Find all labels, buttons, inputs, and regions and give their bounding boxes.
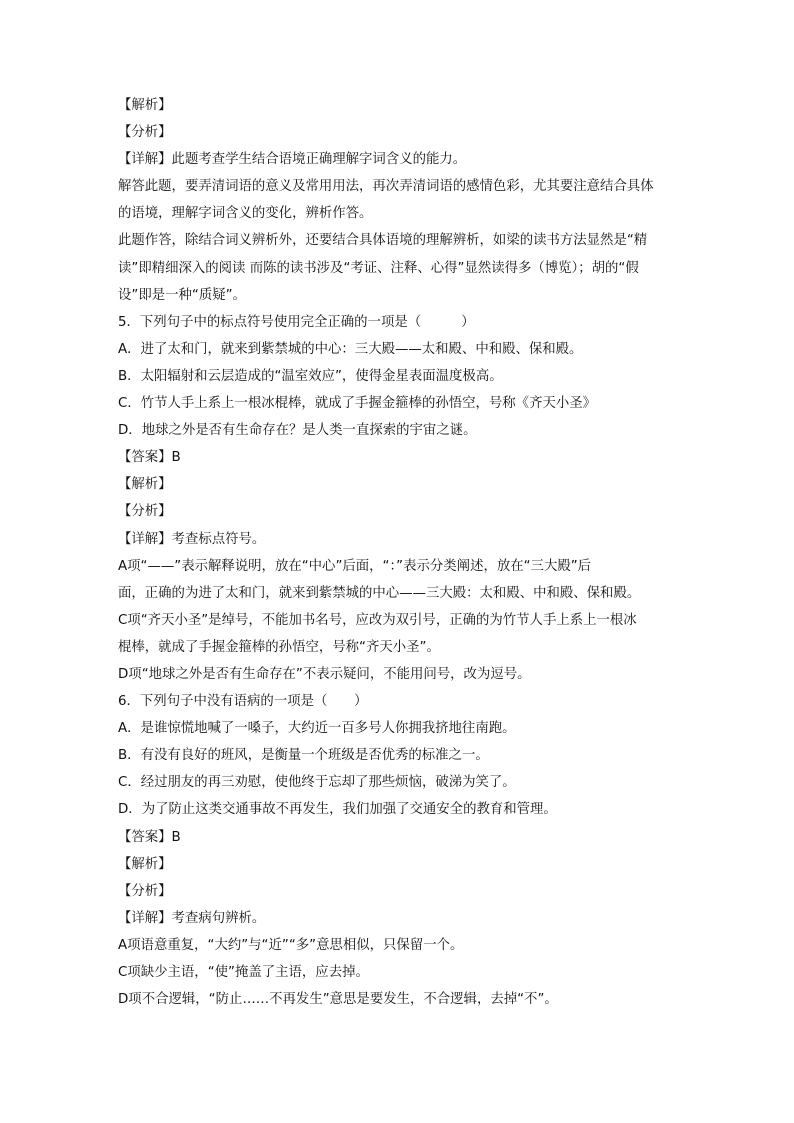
text-line: D．为了防止这类交通事故不再发生，我们加强了交通安全的教育和管理。 — [118, 802, 557, 818]
text-line: A项“——”表示解释说明，放在“中心”后面，“：”表示分类阐述，放在“三大殿”后 — [118, 558, 592, 574]
text-line: 读”即精细深入的阅读 而陈的读书涉及“考证、注释、心得”显然读得多（博览）；胡的“假 — [118, 260, 639, 276]
text-line: D项“地球之外是否有生命存在”不表示疑问，不能用问号，改为逗号。 — [118, 666, 531, 682]
text-line: 解答此题，要弄清词语的意义及常用用法，再次弄清词语的感情色彩，尤其要注意结合具体 — [118, 179, 654, 195]
text-line: 的语境，理解字词含义的变化，辨析作答。 — [118, 206, 373, 222]
text-line: C项“齐天小圣”是绰号，不能加书名号，应改为双引号，正确的为竹节人手上系上一根冰 — [118, 612, 637, 628]
text-line: D．地球之外是否有生命存在？是人类一直探索的宇宙之谜。 — [118, 423, 477, 439]
text-line: 5．下列句子中的标点符号使用完全正确的一项是（ ） — [118, 314, 475, 330]
text-line: 6．下列句子中没有语病的一项是（ ） — [118, 694, 368, 710]
text-line: 面，正确的为进了太和门，就来到紫禁城的中心——三大殿：太和殿、中和殿、保和殿。 — [118, 585, 641, 601]
text-line: A．进了太和门，就来到紫禁城的中心：三大殿——太和殿、中和殿、保和殿。 — [118, 341, 583, 357]
text-line: 【详解】考查病句辨析。 — [118, 910, 266, 926]
text-line: 【答案】B — [118, 450, 181, 466]
text-line: 【解析】 — [118, 856, 172, 872]
document-body — [118, 92, 694, 1013]
text-line: 【分析】 — [118, 504, 172, 520]
text-line: 【答案】B — [118, 829, 181, 845]
text-line: C．竹节人手上系上一根冰棍棒，就成了手握金箍棒的孙悟空，号称《齐天小圣》 — [118, 396, 597, 412]
text-line: 【解析】 — [118, 98, 172, 113]
text-line: B．太阳辐射和云层造成的“温室效应”，使得金星表面温度极高。 — [118, 368, 503, 384]
text-line: D项不合逻辑，“防止……不再发生”意思是要发生，不合逻辑，去掉“不”。 — [118, 992, 558, 1008]
text-line: 【详解】考查标点符号。 — [118, 531, 266, 547]
text-line: B．有没有良好的班风，是衡量一个班级是否优秀的标准之一。 — [118, 748, 489, 764]
text-line: 此题作答，除结合词义辨析外，还要结合具体语境的理解辨析，如梁的读书方法显然是“精 — [118, 233, 648, 249]
text-line: A项语意重复，“大约”与“近”“多”意思相似，只保留一个。 — [118, 937, 464, 953]
text-line: C．经过朋友的再三劝慰，使他终于忘却了那些烦恼，破涕为笑了。 — [118, 775, 516, 791]
text-line: 【分析】 — [118, 125, 172, 141]
text-line: 设”即是一种“质疑”。 — [118, 287, 246, 303]
text-line: C项缺少主语，“使”掩盖了主语，应去掉。 — [118, 965, 369, 980]
text-line: 【详解】此题考查学生结合语境正确理解字词含义的能力。 — [118, 152, 467, 168]
text-line: A．是谁惊慌地喊了一嗓子，大约近一百多号人你拥我挤地往南跑。 — [118, 721, 516, 737]
text-line: 【解析】 — [118, 477, 172, 493]
text-line: 棍棒，就成了手握金箍棒的孙悟空，号称“齐天小圣”。 — [118, 639, 440, 655]
text-line: 【分析】 — [118, 883, 172, 899]
